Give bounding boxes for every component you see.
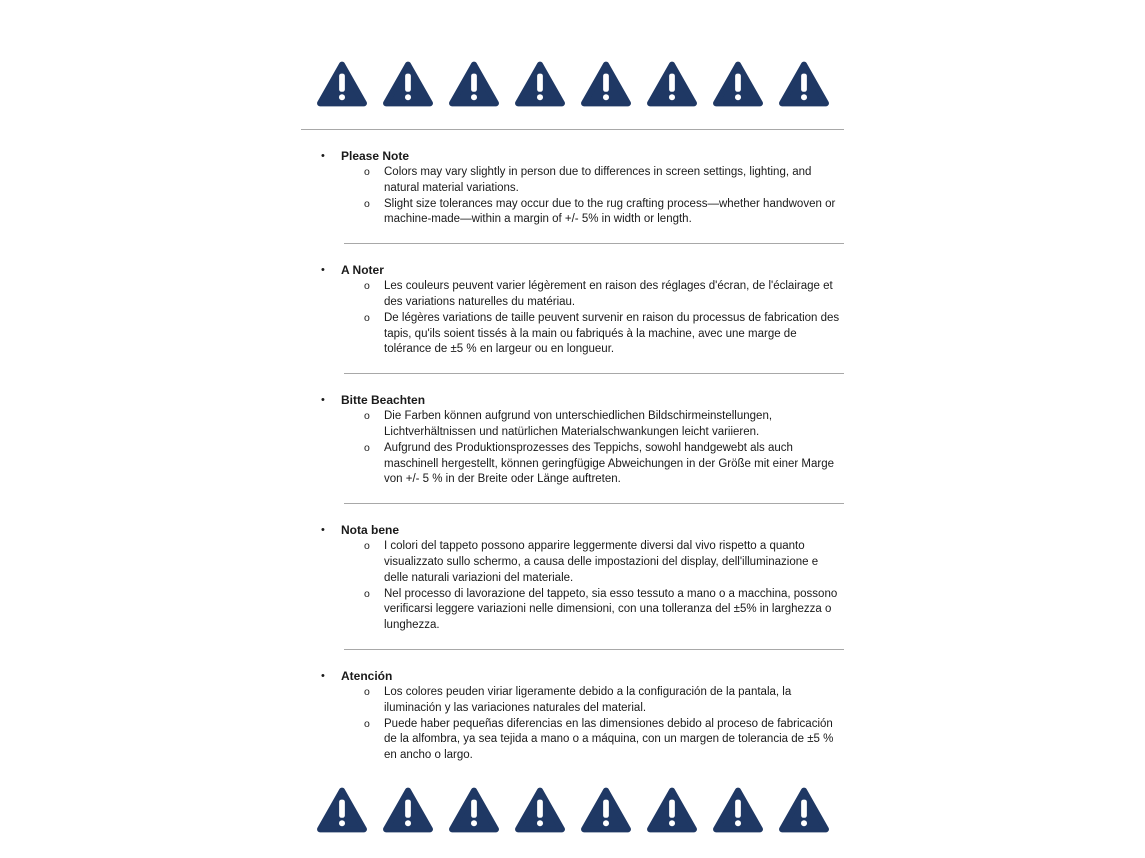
warning-triangle-icon xyxy=(646,60,698,108)
note-section xyxy=(301,262,844,374)
warning-triangle-icon xyxy=(514,786,566,834)
notes-sections xyxy=(301,148,844,764)
section-divider xyxy=(344,503,844,504)
section-title: Bitte Beachten xyxy=(341,393,426,408)
sub-bullet-marker: o xyxy=(364,685,370,698)
bullet-marker: • xyxy=(321,524,325,537)
section-divider xyxy=(344,649,844,650)
section-heading xyxy=(301,392,844,408)
note-item xyxy=(301,165,844,197)
note-item xyxy=(301,441,844,488)
warning-row-bottom xyxy=(301,786,844,834)
warning-triangle-icon xyxy=(712,786,764,834)
warning-triangle-icon xyxy=(778,786,830,834)
note-item-text: I colori del tappeto possono apparire leggermente diversi dal vivo rispetto a quanto visualizzato sullo schermo, a causa delle impostazioni del display, dell'illuminazione e delle naturali variazioni del materiale. xyxy=(384,540,819,584)
note-item-text: Die Farben können aufgrund von unterschiedlichen Bildschirmeinstellungen, Lichtverhältnissen und natürlichen Materialschwankungen leicht variieren. xyxy=(384,410,773,438)
note-section xyxy=(301,522,844,650)
section-items xyxy=(301,279,844,358)
note-item-text: Nel processo di lavorazione del tappeto, sia esso tessuto a mano o a macchina, possono verificarsi leggere variazioni nelle dimensioni, con una tolleranza del ±5% in larghezza o lunghezza. xyxy=(384,587,838,632)
note-item xyxy=(301,197,844,229)
note-item xyxy=(301,717,844,764)
section-divider xyxy=(344,373,844,374)
warning-triangle-icon xyxy=(580,786,632,834)
bullet-marker: • xyxy=(321,394,325,407)
sub-bullet-marker: o xyxy=(364,166,370,178)
warning-triangle-icon xyxy=(580,60,632,108)
sub-bullet-marker: o xyxy=(364,540,370,553)
note-section xyxy=(301,392,844,504)
section-title: A Noter xyxy=(341,263,384,278)
sub-bullet-marker: o xyxy=(364,587,370,600)
note-item-text: Aufgrund des Produktionsprozesses des Teppichs, sowohl handgewebt als auch maschinell hergestellt, können geringfügige Abweichungen in der Größe mit einer Marge von +/- 5 % in der Breite oder Länge auftreten. xyxy=(384,441,835,486)
warning-triangle-icon xyxy=(382,60,434,108)
warning-triangle-icon xyxy=(316,786,368,834)
note-item xyxy=(301,539,844,586)
note-item-text: Les couleurs peuvent varier légèrement en raison des réglages d'écran, de l'éclairage et des variations naturelles du matériau. xyxy=(384,280,833,308)
note-item-text: Puede haber pequeñas diferencias en las dimensiones debido al proceso de fabricación de la alfombra, ya sea tejida a mano o a máquina, con un margen de tolerancia de ±5 % en ancho o largo. xyxy=(384,717,834,762)
sub-bullet-marker: o xyxy=(364,441,370,454)
section-items xyxy=(301,539,844,634)
note-item-text: Slight size tolerances may occur due to the rug crafting process—whether handwoven or machine-made—within a margin of +/- 5% in width or length. xyxy=(384,197,836,226)
section-divider xyxy=(344,243,844,244)
section-heading xyxy=(301,148,844,164)
warning-row-top xyxy=(301,60,844,108)
section-items xyxy=(301,685,844,764)
note-item xyxy=(301,587,844,634)
section-items xyxy=(301,165,844,228)
note-item-text: Colors may vary slightly in person due to differences in screen settings, lighting, and natural material variations. xyxy=(384,166,812,194)
section-title: Atención xyxy=(341,668,393,683)
warning-triangle-icon xyxy=(382,786,434,834)
warning-triangle-icon xyxy=(646,786,698,834)
warning-triangle-icon xyxy=(316,60,368,108)
section-heading xyxy=(301,522,844,538)
bullet-marker: • xyxy=(321,669,325,682)
bullet-marker: • xyxy=(321,150,325,162)
warning-triangle-icon xyxy=(778,60,830,108)
section-items xyxy=(301,409,844,488)
note-item xyxy=(301,311,844,358)
note-item-text: De légères variations de taille peuvent survenir en raison du processus de fabrication des tapis, qu'ils soient tissés à la main ou fabriqués à la machine, avec une marge de tolérance de ±5 % en largeur ou en longueur. xyxy=(384,311,840,356)
warning-triangle-icon xyxy=(448,786,500,834)
document-page xyxy=(301,0,844,834)
note-item-text: Los colores peuden viriar ligeramente debido a la configuración de la pantala, la iluminación y las variaciones naturales del material. xyxy=(384,685,792,714)
bullet-marker: • xyxy=(321,264,325,277)
warning-triangle-icon xyxy=(514,60,566,108)
section-heading xyxy=(301,668,844,684)
sub-bullet-marker: o xyxy=(364,197,370,210)
sub-bullet-marker: o xyxy=(364,280,370,293)
note-item xyxy=(301,409,844,441)
section-title: Nota bene xyxy=(341,523,400,538)
note-item xyxy=(301,279,844,311)
note-item xyxy=(301,685,844,717)
sub-bullet-marker: o xyxy=(364,717,370,730)
sub-bullet-marker: o xyxy=(364,410,370,423)
warning-triangle-icon xyxy=(712,60,764,108)
sub-bullet-marker: o xyxy=(364,311,370,324)
top-divider xyxy=(301,129,844,130)
note-section xyxy=(301,148,844,244)
warning-triangle-icon xyxy=(448,60,500,108)
section-title: Please Note xyxy=(341,149,410,163)
note-section xyxy=(301,668,844,764)
section-heading xyxy=(301,262,844,278)
